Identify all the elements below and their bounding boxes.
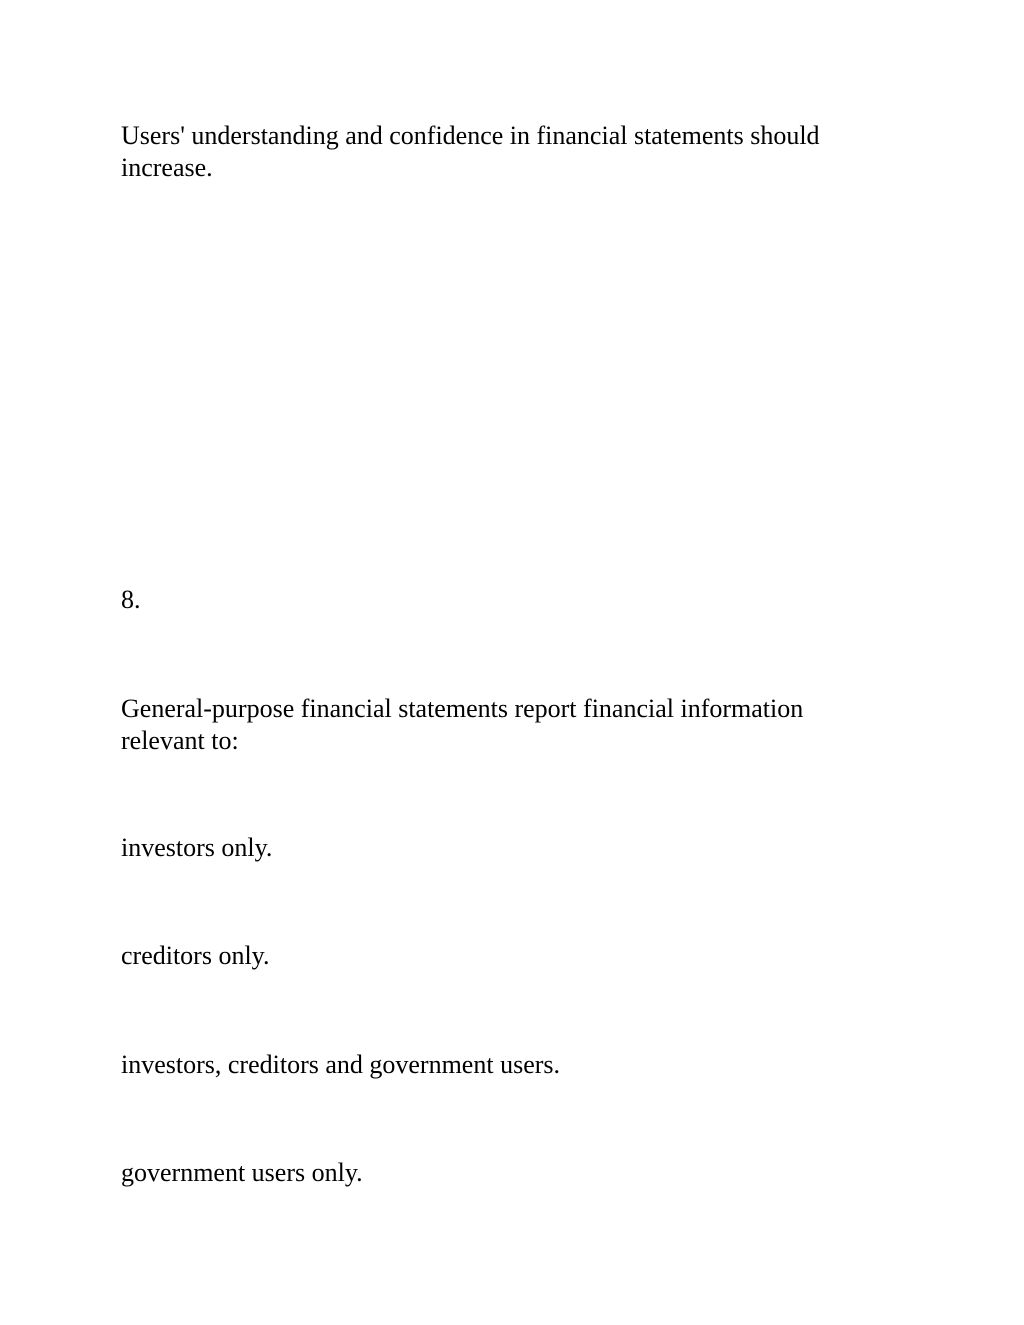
answer-option: investors only. xyxy=(121,833,273,862)
question-text: General-purpose financial statements report financial information relevant to: xyxy=(121,694,804,755)
answer-option: government users only. xyxy=(121,1158,363,1187)
question-number: 8. xyxy=(121,585,141,614)
answer-option: creditors only. xyxy=(121,941,270,970)
answer-option: investors, creditors and government users. xyxy=(121,1050,561,1079)
previous-answer-text: Users' understanding and confidence in financial statements should increase. xyxy=(121,121,820,182)
